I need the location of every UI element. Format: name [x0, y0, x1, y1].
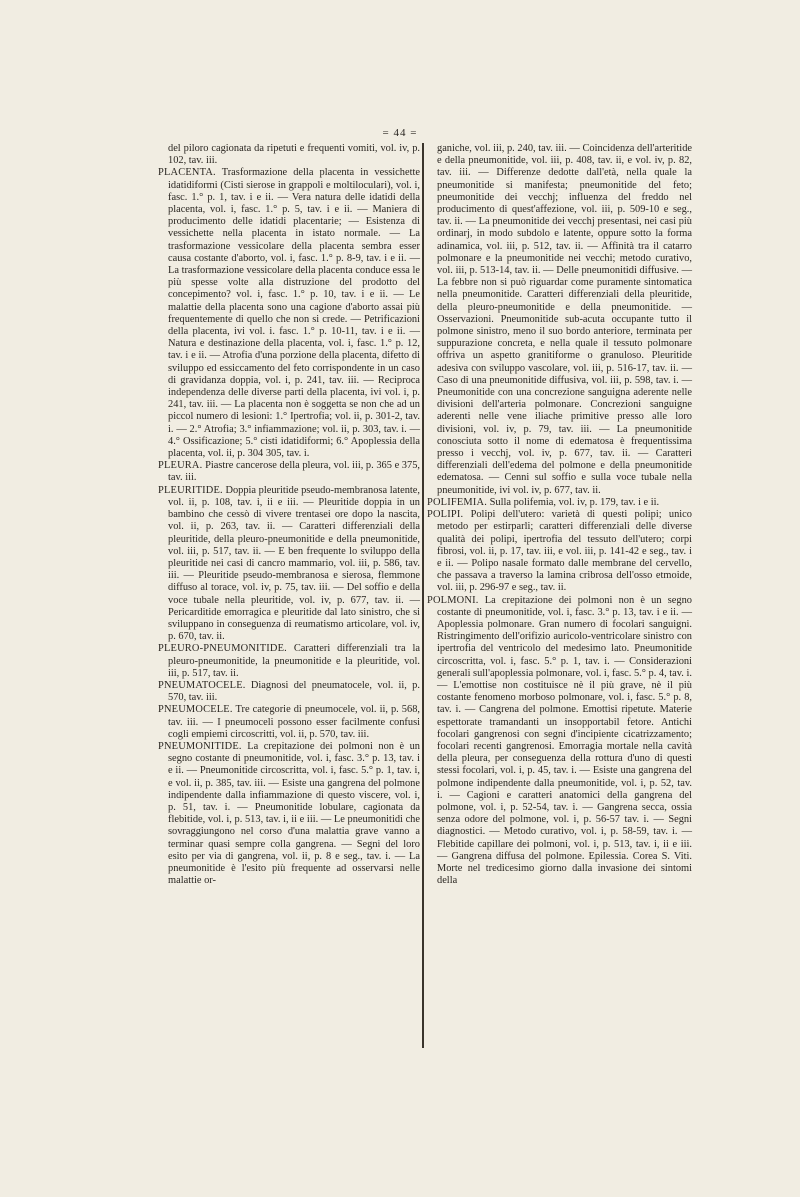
entry-heading: POLIFEMIA.	[427, 496, 488, 508]
index-entry	[158, 485, 420, 644]
right-column	[427, 143, 692, 887]
index-entry	[158, 704, 420, 741]
index-entry	[158, 680, 420, 704]
index-entry	[158, 741, 420, 887]
column-divider	[422, 143, 424, 1048]
entry-text: Trasformazione della placenta in vessichette idatidiformi (Cisti sierose in grappoli e moltiloculari), vol. i, fasc. 1.° p. 1, tav. i e ii. — Vera natura delle idatidi della placenta, vol. i, fasc. 1.° p. 5, tav. i e ii. — Maniera di producimento delle idatidi placentarie; — Esistenza di vessichette nella placenta in istato normale. — La trasformazione vessicolare della placenta sembra esser causa costante d'aborto, vol. i, fasc. 1.° p. 8-9, tav. i e ii. — La trasformazione vessicolare della placenta conduce essa le più spesse volte alla distruzione del prodotto del concepimento? vol. i, fasc. 1.° p. 10, tav. i e ii. — Le malattie della placenta sono una cagione d'aborto assai più frequentemente di quello che non si crede. — Petrificazioni della placenta, ivi vol. i. fasc. 1.° p. 10-11, tav. i e ii. — Natura e destinazione della placenta, vol. i, fasc. 1.° p. 12, tav. i e ii. — Atrofia d'una porzione della placenta, difetto di sviluppo ed essiccamento del feto corrispondente in un caso di gravidanza doppia, vol. i, p. 241, tav. iii. — Reciproca independenza delle diverse parti della placenta, ivi vol. i, p. 241, tav. iii. — La placenta non è soggetta se non che ad un piccol numero di lesioni: 1.° Ipertrofia; vol. ii, p. 301-2, tav. i. — 2.° Atrofia; 3.° infiammazione; vol. ii, p. 303, tav. i. — 4.° Ossificazione; 5.° cisti idatidiformi; 6.° Apoplessia della placenta, vol. ii, p. 304 305, tav. i.	[168, 167, 420, 460]
index-entry	[427, 143, 692, 497]
entry-text: Tre categorie di pneumocele, vol. ii, p. 568, tav. iii. — I pneumoceli possono esser facilmente confusi cogli empiemi circoscritti, vol. ii, p. 570, tav. iii.	[168, 704, 420, 740]
entry-heading: PNEUMOCELE.	[158, 704, 233, 716]
index-entry	[427, 497, 692, 509]
left-column	[158, 143, 420, 887]
entry-text: Doppia pleuritide pseudo-membranosa latente, vol. ii, p. 108, tav. i, ii e iii. — Pleuritide doppia in un bambino che cessò di vivere trentasei ore dopo la nascita, vol. ii, p. 263, tav. ii. — Caratteri differenziali della pleuritide, della pleuro-pneumonitide e della pneumonitide, vol. iii, p. 517, tav. ii. — E ben frequente lo sviluppo della pleuritide nei casi di cancro mammario, vol. iii, p. 586, tav. iii. — Pleuritide pseudo-membranosa e sierosa, flemmone diffuso al torace, vol. iv, p. 75, tav. iii. — Del soffio e della voce tubale nella pleuritide, vol. iv, p. 677, tav. ii. — Pericarditide emorragica e pleuritide dal lato sinistro, che si sviluppano in conseguenza di reumatismo articolare, vol. iv, p. 670, tav. ii.	[168, 484, 420, 643]
entry-heading: PLEURITIDE.	[158, 484, 223, 496]
entry-text: Piastre cancerose della pleura, vol. iii, p. 365 e 375, tav. iii.	[168, 460, 420, 484]
entry-heading: PLEURO-PNEUMONITIDE.	[158, 643, 287, 655]
entry-heading: POLMONI.	[427, 594, 479, 606]
page-number: = 44 =	[382, 127, 418, 139]
index-entry	[427, 509, 692, 594]
entry-text: La crepitazione dei polmoni non è un segno costante di pneumonitide, vol. i, fasc. 3.° p. 13, tav. i e ii. — Pneumonitide circoscritta, vol. i, fasc. 5.° p. 1, tav. i, e vol. ii, p. 385, tav. iii. — Esiste una gangrena del polmone indipendente dalla infiammazione di questo viscere, vol. i, p. 51, tav. i. — Pneumonitide lobulare, cagionata da flebitide, vol. i, p. 513, tav. i, ii e iii. — Le pneumonitidi che sovraggiungono nel corso d'una malattia grave vanno a terminar quasi sempre colla gangrena. — Segni del loro esito per via di gangrena, vol. ii, p. 8 e seg., tav. i. — La pneumonitide è l'esito più frequente ad osservarsi nelle malattie or-	[168, 740, 420, 887]
entry-heading: POLIPI.	[427, 509, 464, 521]
entry-text: La crepitazione dei polmoni non è un segno costante di pneumonitide, vol. i, fasc. 3.° p. 13, tav. i e ii. — Apoplessia polmonare. Gran numero di focolari sanguigni. Ristringimento dell'orifizio auricolo-ventricolare sinistro con ipertrofia del ventricolo del medesimo lato. Pneumonitide circoscritta, vol. i, fasc. 5.° p. 1, tav. i. — Considerazioni generali sull'apoplessia polmonare, vol. i, fasc. 5.° p. 4, tav. i. — L'emottise non costituisce nè il più grave, nè il più costante fenomeno morboso polmonare, vol. i, fasc. 5.° p. 8, tav. i. — Cangrena del polmone. Emottisi ripetute. Materie espettorate tramandanti un insopportabil fetore. Antichi focolari gangrenosi con segni d'incipiente cicatrizzamento; focolari recenti gangrenosi. Emorragia mortale nella cavità della pleura, per conseguenza della rottura d'uno di questi stessi focolari, vol. i, p. 45, tav. i. — Esiste una gangrena del polmone indipendente dalla pneumonitide, vol. i, p. 52, tav. i. — Cagioni e caratteri anatomici della gangrena del polmone, vol. i, p. 52-54, tav. i. — Gangrena secca, ossia senza odore del polmone, vol. i, p. 56-57 tav. i. — Segni diagnostici. — Metodo curativo, vol. i, p. 58-59, tav. i. — Flebitide capillare dei polmoni, vol. i, p. 513, tav. i, ii e iii. — Gangrena diffusa del polmone. Epilessia. Corea S. Viti. Morte nel tredicesimo giorno dalla invasione dei sintomi della	[437, 594, 692, 887]
entry-text: Sulla polifemia, vol. iv, p. 179, tav. i e ii.	[489, 496, 660, 508]
entry-text: Polipi dell'utero: varietà di questi polipi; unico metodo per estirparli; caratteri differenziali delle diverse qualità dei polipi, ipertrofia del tessuto dell'utero; corpi fibrosi, vol. ii, p. 17, tav. iii, e vol. iii, p. 141-42 e seg., tav. i e ii. — Polipo nasale formato dalle membrane del cervello, che passava a traverso la lamina cribrosa dell'osso etmoide, vol. iii, p. 296-97 e seg., tav. ii.	[437, 509, 692, 594]
index-entry	[158, 167, 420, 460]
index-entry	[158, 143, 420, 167]
entry-text: del piloro cagionata da ripetuti e frequenti vomiti, vol. iv, p. 102, tav. iii.	[168, 143, 420, 167]
index-entry	[158, 460, 420, 484]
entry-text: ganiche, vol. iii, p. 240, tav. iii. — Coincidenza dell'arteritide e della pneumonitide, vol. iii, p. 408, tav. ii, e vol. iv, p. 82, tav. iii. — Differenze dedotte dall'età, nella quale la pneumonitide si manifesta; pneumonitide del feto; pneumonitide dei vecchj; influenza del freddo nel producimento di quest'affezione, vol. iii, p. 509-10 e seg., tav. ii. — La pneumonitide dei vecchj presentasi, nei casi più ordinarj, in modo subdolo e latente, oppure sotto la forma adinamica, vol. iii, p. 512, tav. ii. — Affinità tra il catarro polmonare e la pneumonitide nei vecchi; metodo curativo, vol. iii, p. 513-14, tav. ii. — Delle pneumonitidi diffusive. — La febbre non si può riguardar come puramente sintomatica nella pneumonitide. Caratteri differenziali della pleuritide, della pleuro-pneumonitide e della pneumonitide. — Osservazioni. Pneumonitide sub-acuta occupante tutto il polmone sinistro, meno il suo bordo anteriore, terminata per suppurazione concreta, e nella quale il tessuto polmonare offriva un aspetto granitiforme o granuloso. Pleuritide adesiva con sviluppo vascolare, vol. iii, p. 516-17, tav. ii. — Caso di una pneumonitide diffusiva, vol. iii, p. 598, tav. i. — Pneumonitide con una concrezione sanguigna aderente nelle divisioni dell'arteria polmonare. Concrezioni sanguigne aderenti nelle vene iliache primitive presso alle loro divisioni, vol. iv, p. 79, tav. iii. — La pneumonitide conosciuta sotto il nome di edematosa è frequentissima presso i vecchj, vol. iv, p. 677, tav. ii. — Caratteri differenziali dell'edema del polmone e della pneumonitide edematosa. — Cenni sul soffio e sulla voce tubale nella pneumonitide, ivi vol. iv, p. 677, tav. ii.	[437, 143, 692, 496]
index-entry	[427, 595, 692, 888]
entry-heading: PLACENTA.	[158, 167, 216, 179]
entry-text: Caratteri differenziali tra la pleuro-pneumonitide, la pneumonitide e la pleuritide, vol. iii, p. 517, tav. ii.	[168, 643, 420, 679]
index-entry	[158, 643, 420, 680]
entry-heading: PNEUMATOCELE.	[158, 679, 246, 691]
entry-heading: PLEURA.	[158, 460, 203, 472]
entry-heading: PNEUMONITIDE.	[158, 740, 242, 752]
entry-text: Diagnosi del pneumatocele, vol. ii, p. 570, tav. iii.	[168, 679, 420, 704]
